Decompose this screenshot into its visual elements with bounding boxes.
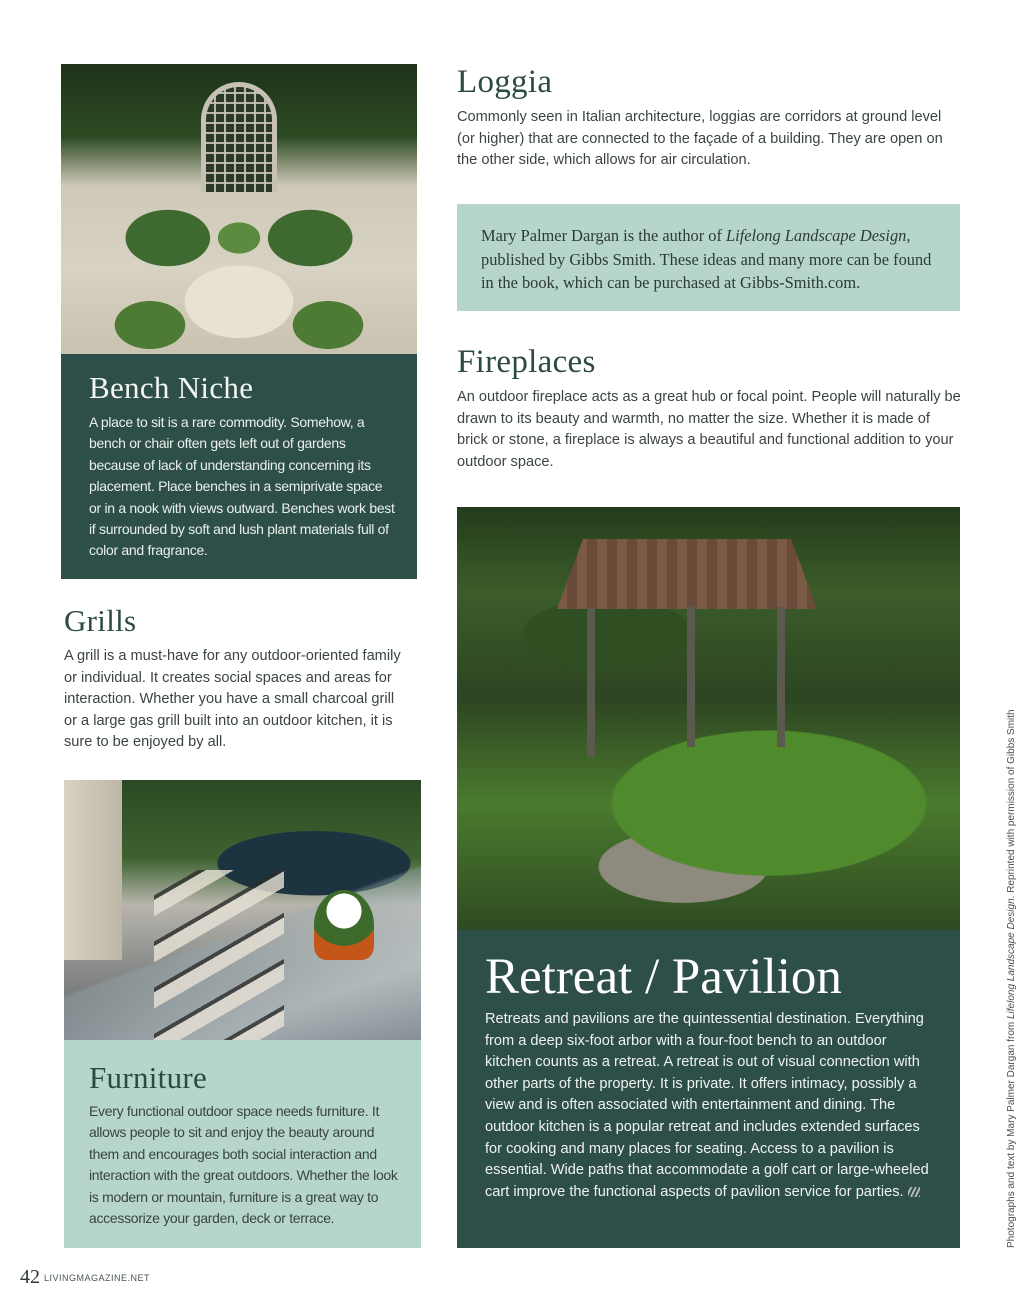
pavilion-roof-shape [557, 539, 817, 609]
pavilion-post [687, 607, 695, 747]
bench-niche-heading: Bench Niche [89, 370, 254, 405]
loggia-body: Commonly seen in Italian architecture, loggias are corridors at ground level (or higher) that are connected to the façade of a building. They are open on the other side, which allows for air circulation. [457, 109, 943, 169]
chairs-shape [154, 870, 284, 1040]
author-note-box [457, 204, 960, 311]
furniture-heading: Furniture [89, 1060, 208, 1095]
house-wall-shape [64, 780, 122, 960]
bench-niche-box [61, 354, 417, 579]
loggia-heading: Loggia [457, 64, 553, 100]
retreat-heading: Retreat / Pavilion [485, 949, 842, 1005]
retreat-body-wrap [485, 1009, 931, 1203]
credit-book-title: Lifelong Landscape Design [1006, 898, 1017, 1019]
end-mark-icon [908, 1187, 920, 1197]
fireplaces-heading: Fireplaces [457, 344, 596, 380]
pavilion-photo [457, 507, 960, 930]
author-note-text [481, 224, 943, 295]
garden-arch-photo [61, 64, 417, 354]
flower-pot-shape [314, 890, 374, 960]
page-number: 42 [20, 1266, 40, 1288]
bench-niche-body: A place to sit is a rare commodity. Somehow, a bench or chair often gets left out of gardens because of lack of understanding concerning its placement. Place benches in a semiprivate space or in a nook with views outward. Benches work best if surrounded by soft and lush plant materials full of color and fragrance. [89, 414, 395, 559]
retreat-body: Retreats and pavilions are the quintessential destination. Everything from a deep six-foot arbor with a four-foot bench to an outdoor kitchen counts as a retreat. A retreat is out of visual connection with other parts of the property. It is private. It offers intimacy, possibly a view and is often associated with entertainment and dining. The outdoor kitchen is a popular retreat and includes extended surfaces for cooking and many places for seating. Access to a pavilion is essential. Wide paths that accommodate a golf cart or large-wheeled cart improve the functional aspects of pavilion service for parties. [485, 1011, 929, 1200]
credit-prefix: Photographs and text by Mary Palmer Dargan from [1006, 1019, 1017, 1248]
arch-trellis-shape [201, 82, 277, 192]
photo-credit [1006, 684, 1017, 1248]
author-note-suffix: published by Gibbs Smith. These ideas and many more can be found in the book, which can be purchased at Gibbs-Smith.com. [481, 249, 932, 293]
furniture-box [64, 1040, 421, 1248]
pavilion-post [587, 607, 595, 757]
author-note-book-title: Lifelong Landscape Design, [726, 226, 911, 245]
furniture-body: Every functional outdoor space needs furniture. It allows people to sit and enjoy the beauty around them and encourages both social interaction and interaction with the great outdoors. Whether the look is modern or mountain, furniture is a great way to accessorize your garden, deck or terrace. [89, 1103, 398, 1227]
grills-heading: Grills [64, 603, 137, 638]
credit-suffix: . Reprinted with permission of Gibbs Smith [1006, 709, 1017, 899]
magazine-site: LIVINGMAGAZINE.NET [44, 1273, 151, 1283]
poolside-furniture-photo [64, 780, 421, 1040]
grills-body: A grill is a must-have for any outdoor-oriented family or individual. It creates social spaces and areas for interaction. Whether you have a small charcoal grill or a large gas grill built into an outdoor kitchen, it is sure to be enjoyed by all. [64, 648, 401, 751]
pavilion-post [777, 607, 785, 747]
author-note-prefix: Mary Palmer Dargan is the author of [481, 226, 727, 245]
retreat-box [457, 930, 960, 1248]
fireplaces-body: An outdoor fireplace acts as a great hub or focal point. People will naturally be drawn to its beauty and warmth, no matter the size. Whether it is made of brick or stone, a fireplace is always a beautiful and functional addition to your outdoor space. [457, 389, 961, 470]
